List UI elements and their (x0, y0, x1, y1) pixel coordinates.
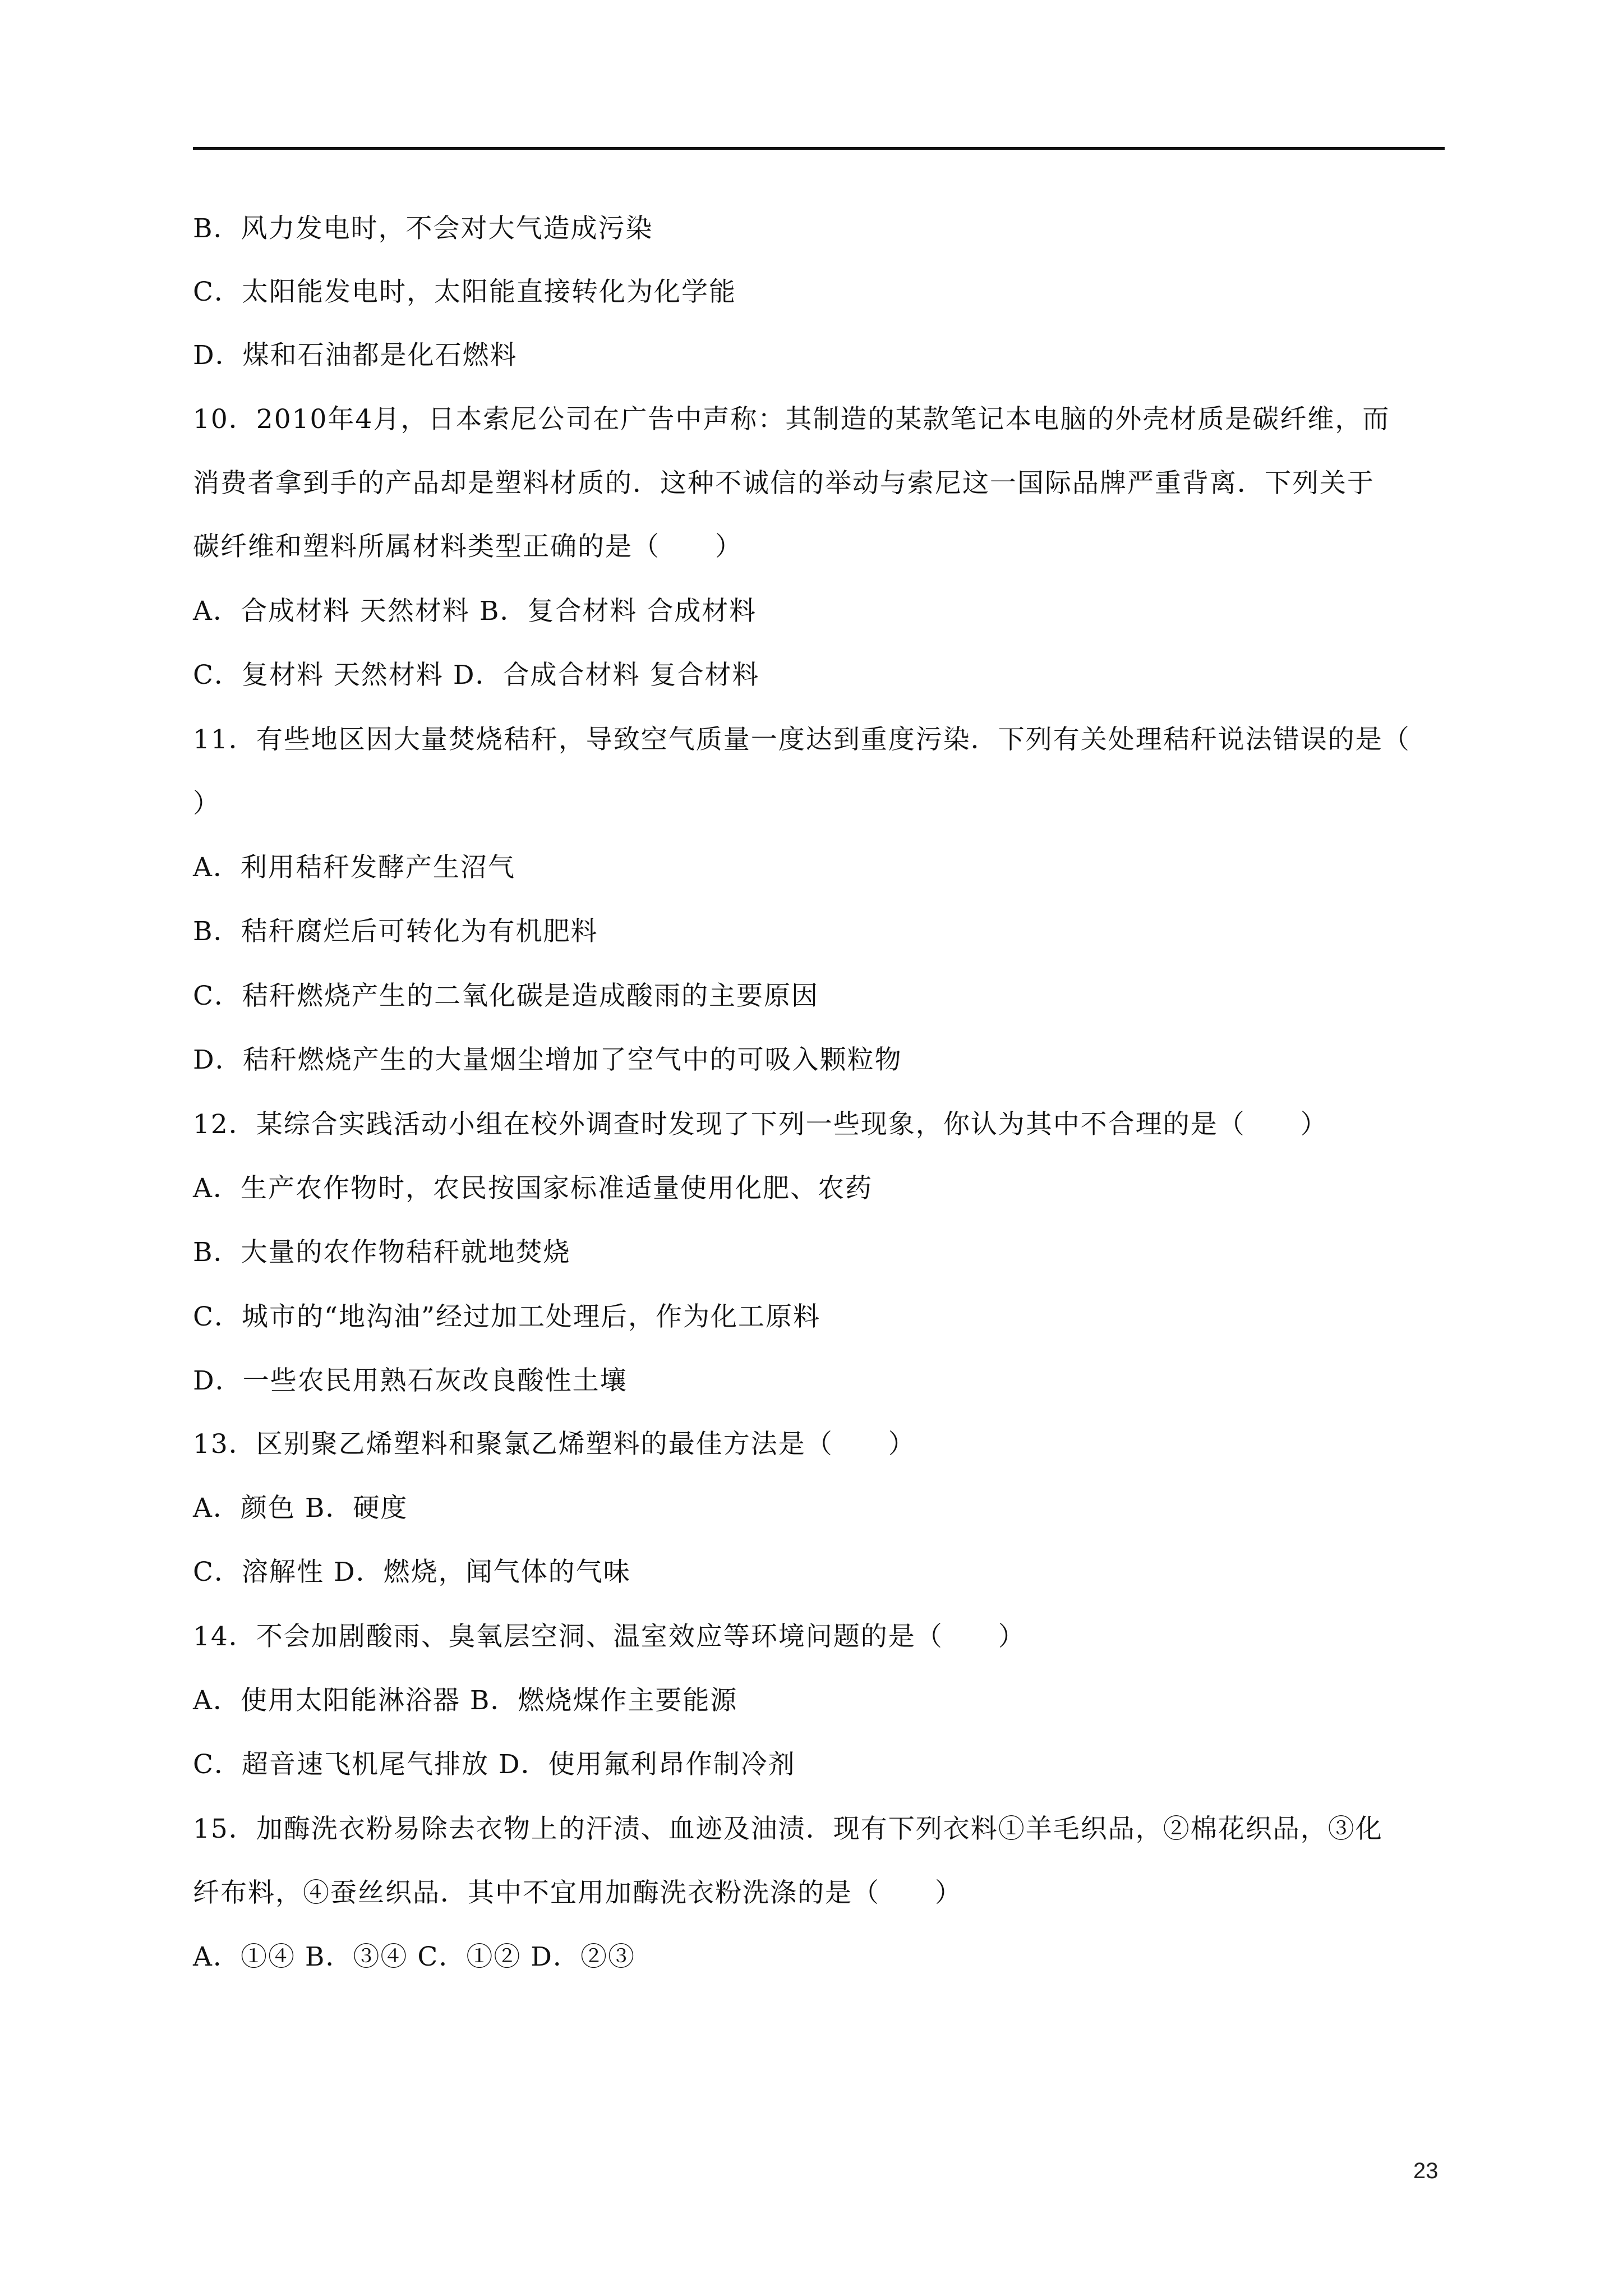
option-11a: A．利用秸秆发酵产生沼气 (193, 852, 515, 883)
option-9d: D．煤和石油都是化石燃料 (193, 340, 518, 371)
option-9c: C．太阳能发电时，太阳能直接转化为化学能 (193, 277, 736, 307)
question-15-line-1: 15．加酶洗衣粉易除去衣物上的汗渍、血迹及油渍．现有下列衣料①羊毛织品，②棉花织品，③化 (193, 1814, 1383, 1844)
question-10-line-3: 碳纤维和塑料所属材料类型正确的是（ ） (193, 531, 743, 562)
header-rule (193, 147, 1445, 150)
option-11d: D．秸秆燃烧产生的大量烟尘增加了空气中的可吸入颗粒物 (193, 1045, 902, 1075)
options-14-ab: A．使用太阳能淋浴器 B．燃烧煤作主要能源 (193, 1685, 738, 1716)
option-12a: A．生产农作物时，农民按国家标准适量使用化肥、农药 (193, 1173, 873, 1204)
options-13-cd: C．溶解性 D．燃烧，闻气体的气味 (193, 1557, 631, 1588)
question-11-line-1: 11．有些地区因大量焚烧秸秆，导致空气质量一度达到重度污染．下列有关处理秸秆说法错误的是（ (193, 724, 1410, 755)
question-10-line-1: 10．2010年4月，日本索尼公司在广告中声称：其制造的某款笔记本电脑的外壳材质是碳纤维，而 (193, 404, 1390, 435)
question-12: 12．某综合实践活动小组在校外调查时发现了下列一些现象，你认为其中不合理的是（ ） (193, 1109, 1328, 1140)
options-14-cd: C．超音速飞机尾气排放 D．使用氟利昂作制冷剂 (193, 1749, 796, 1780)
options-10-cd: C．复材料 天然材料 D．合成合材料 复合材料 (193, 660, 760, 691)
page-number: 23 (1413, 2159, 1438, 2183)
option-12c: C．城市的“地沟油”经过加工处理后，作为化工原料 (193, 1301, 821, 1332)
option-11c: C．秸秆燃烧产生的二氧化碳是造成酸雨的主要原因 (193, 981, 819, 1011)
options-15: A．①④ B．③④ C．①② D．②③ (193, 1941, 635, 1972)
question-14: 14．不会加剧酸雨、臭氧层空洞、温室效应等环境问题的是（ ） (193, 1621, 1026, 1652)
option-12d: D．一些农民用熟石灰改良酸性土壤 (193, 1365, 628, 1396)
question-11-line-2: ） (193, 788, 220, 819)
options-13-ab: A．颜色 B．硬度 (193, 1493, 408, 1524)
option-11b: B．秸秆腐烂后可转化为有机肥料 (193, 916, 598, 947)
option-9b: B．风力发电时，不会对大气造成污染 (193, 213, 653, 244)
option-12b: B．大量的农作物秸秆就地焚烧 (193, 1237, 571, 1268)
question-13: 13．区别聚乙烯塑料和聚氯乙烯塑料的最佳方法是（ ） (193, 1429, 916, 1460)
question-15-line-2: 纤布料，④蚕丝织品．其中不宜用加酶洗衣粉洗涤的是（ ） (193, 1878, 962, 1908)
question-10-line-2: 消费者拿到手的产品却是塑料材质的．这种不诚信的举动与索尼这一国际品牌严重背离．下列关于 (193, 468, 1375, 499)
options-10-ab: A．合成材料 天然材料 B．复合材料 合成材料 (193, 596, 757, 627)
